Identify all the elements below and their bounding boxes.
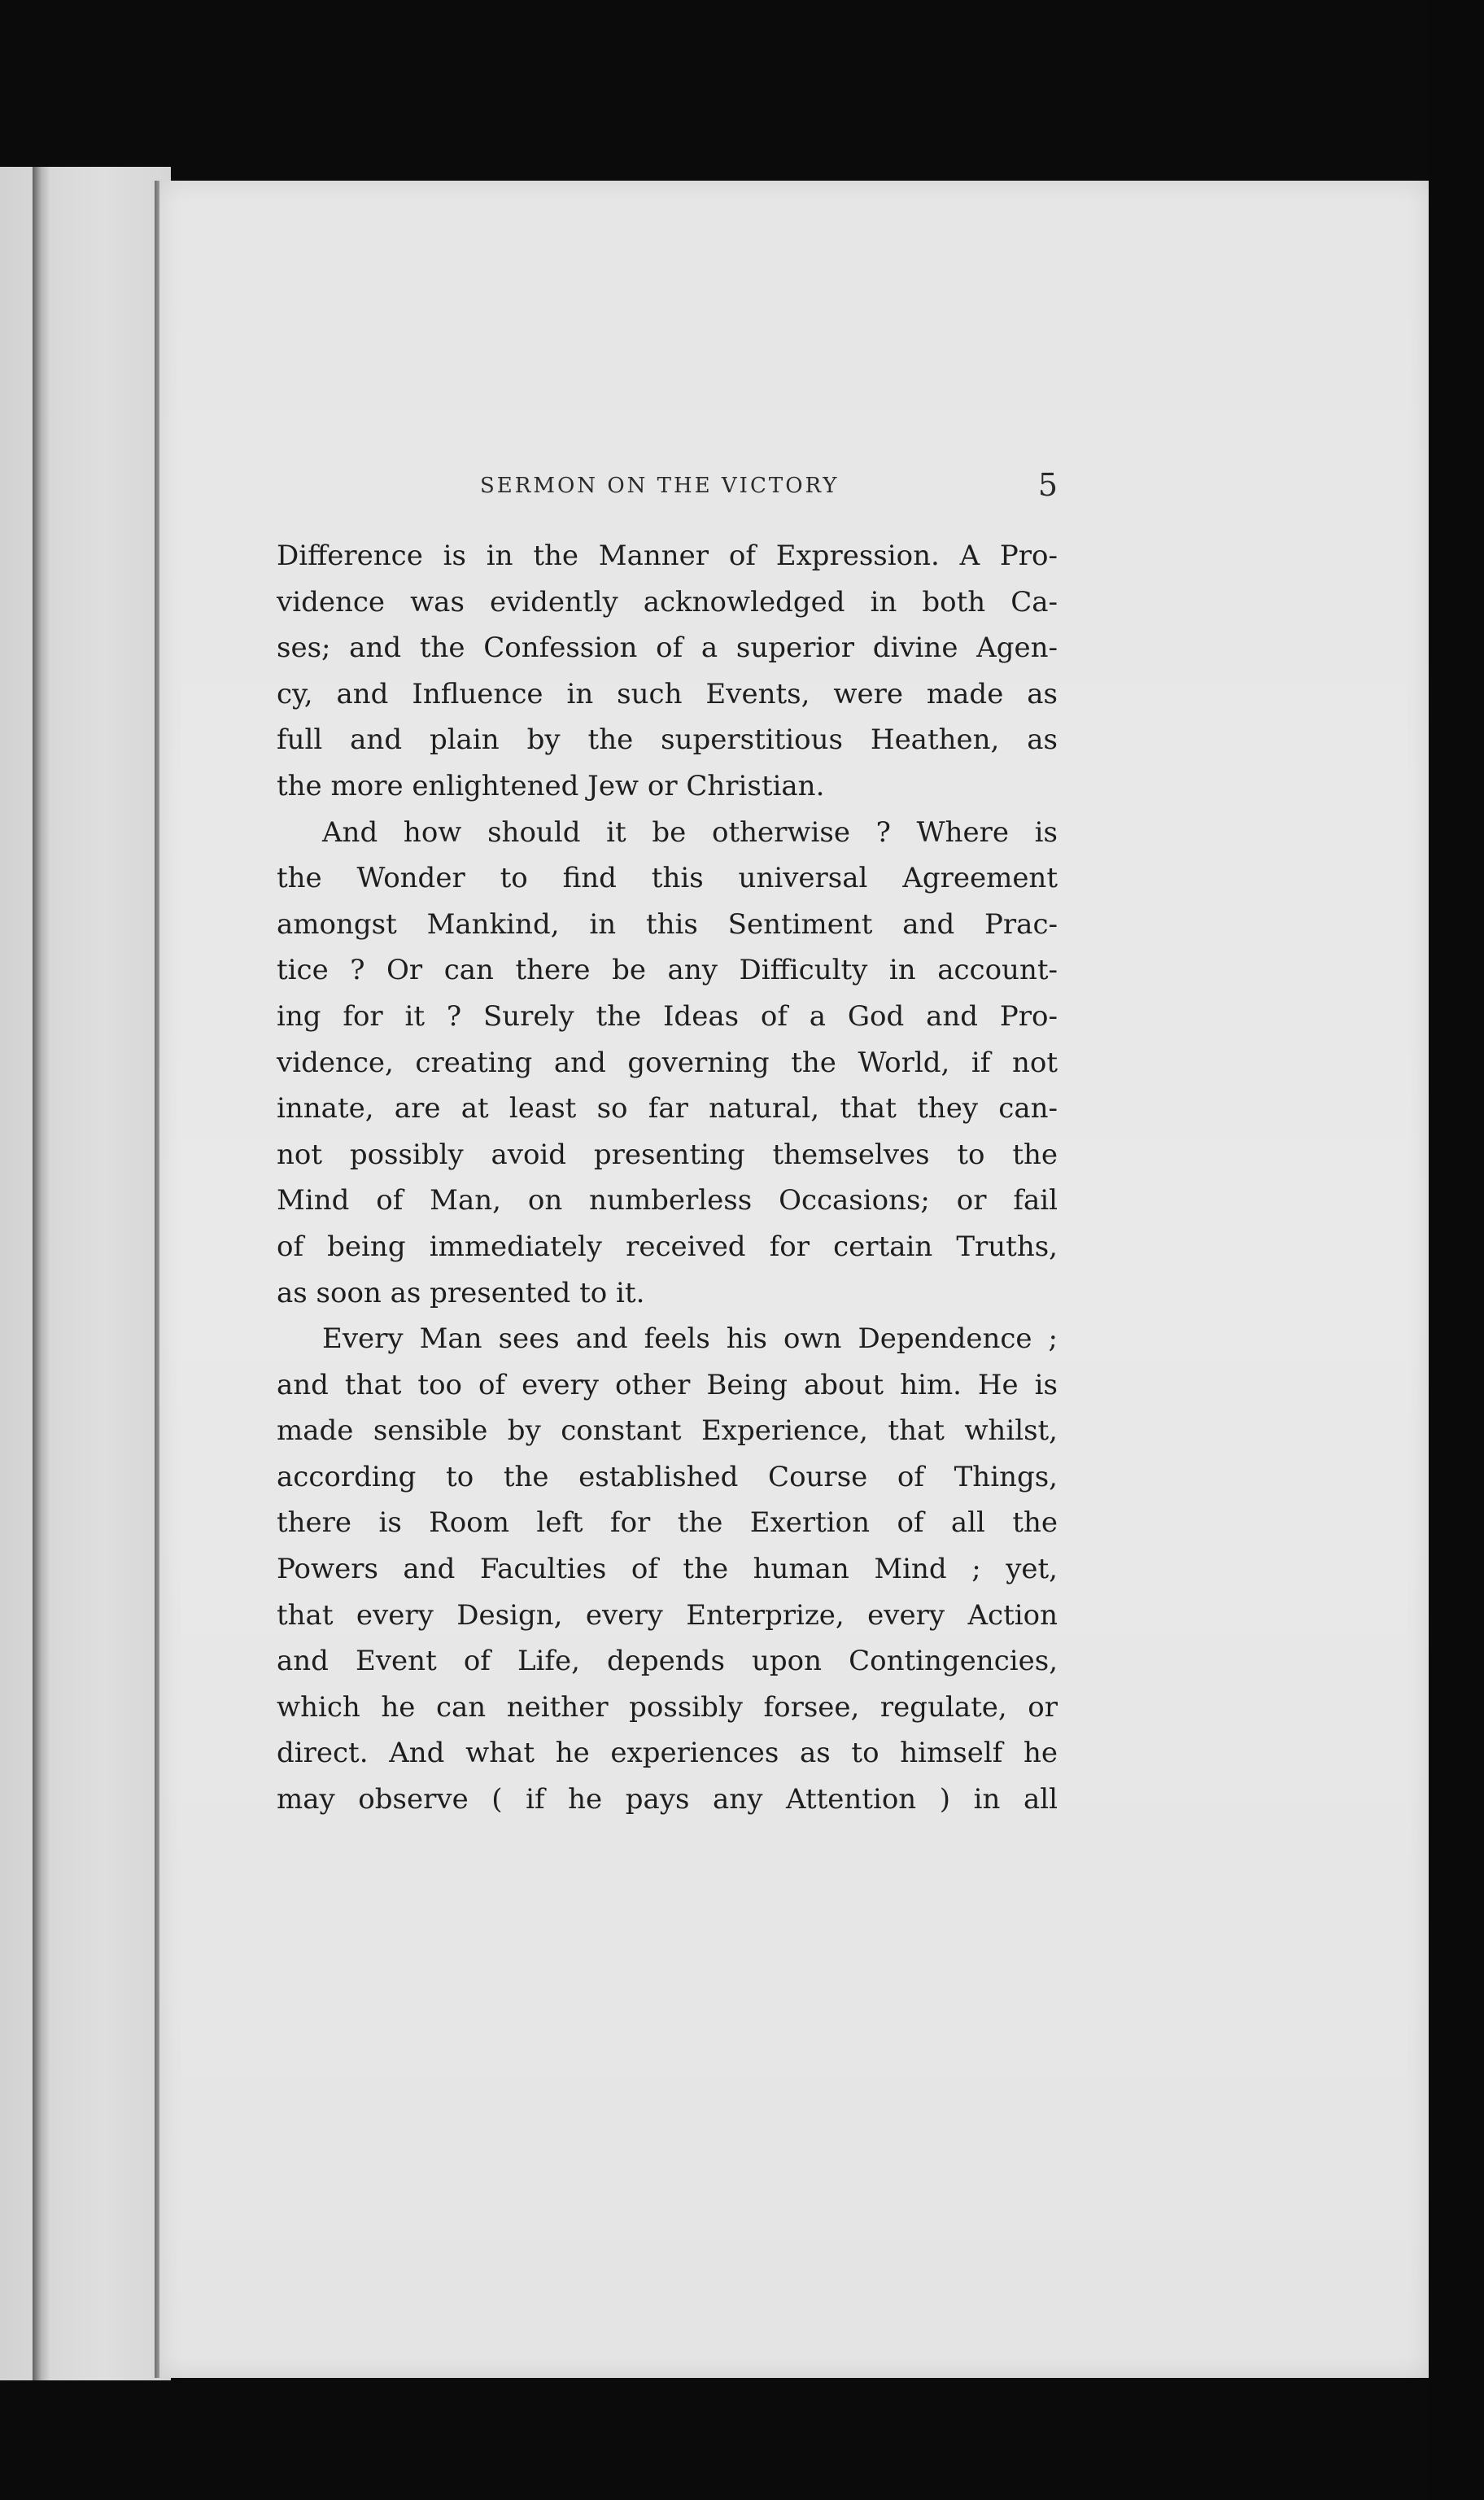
text-line: And how should it be otherwise ? Where is [322,815,1058,849]
text-line: innate, are at least so far natural, that they can- [277,1092,1058,1125]
text-line: there is Room left for the Exertion of all the [277,1506,1058,1540]
page-number: 5 [1037,467,1058,503]
text-line: of being immediately received for certain Truths, [277,1230,1058,1263]
text-line: vidence was evidently acknowledged in both Ca- [277,585,1058,618]
text-line: not possibly avoid presenting themselves to the [277,1138,1058,1171]
text-line: Difference is in the Manner of Expression. A Pro- [277,540,1058,572]
text-line: and Event of Life, depends upon Contingencies, [277,1645,1058,1678]
text-line: cy, and Influence in such Events, were made as [277,677,1058,710]
text-line: vidence, creating and governing the World, if not [277,1046,1058,1079]
text-line: may observe ( if he pays any Attention ) in all [277,1783,1058,1816]
text-line: Mind of Man, on numberless Occasions; or fail [277,1184,1058,1217]
binding-shadow [33,167,50,2380]
text-line: as soon as presented to it. [277,1276,645,1309]
paragraph [277,533,1058,810]
running-head: SERMON ON THE VICTORY [480,474,840,498]
text-line: which he can neither possibly forsee, regulate, or [277,1690,1058,1724]
text-line: the Wonder to find this universal Agreement [277,862,1058,895]
text-line: tice ? Or can there be any Difficulty in account- [277,954,1058,987]
text-line: Every Man sees and feels his own Dependence ; [322,1322,1058,1356]
text-line: that every Design, every Enterprize, every Action [277,1598,1058,1632]
paragraph [277,810,1058,1317]
text-line: ses; and the Confession of a superior divine Agen- [277,632,1058,665]
body-text [277,533,1058,1823]
text-line: the more enlightened Jew or Christian. [277,769,825,802]
page-header [277,467,1058,505]
text-line: Powers and Faculties of the human Mind ; yet, [277,1553,1058,1586]
text-line: and that too of every other Being about him. He is [277,1368,1058,1401]
text-line: direct. And what he experiences as to himself he [277,1737,1058,1770]
text-line: according to the established Course of Things, [277,1460,1058,1493]
scan-background [1429,0,1484,2500]
text-line: amongst Mankind, in this Sentiment and Prac- [277,907,1058,941]
text-line: full and plain by the superstitious Heathen, as [277,723,1058,757]
text-line: ing for it ? Surely the Ideas of a God and Pro- [277,999,1058,1033]
facing-page-edge [0,167,171,2380]
paragraph [277,1316,1058,1823]
text-line: made sensible by constant Experience, that whilst, [277,1414,1058,1448]
